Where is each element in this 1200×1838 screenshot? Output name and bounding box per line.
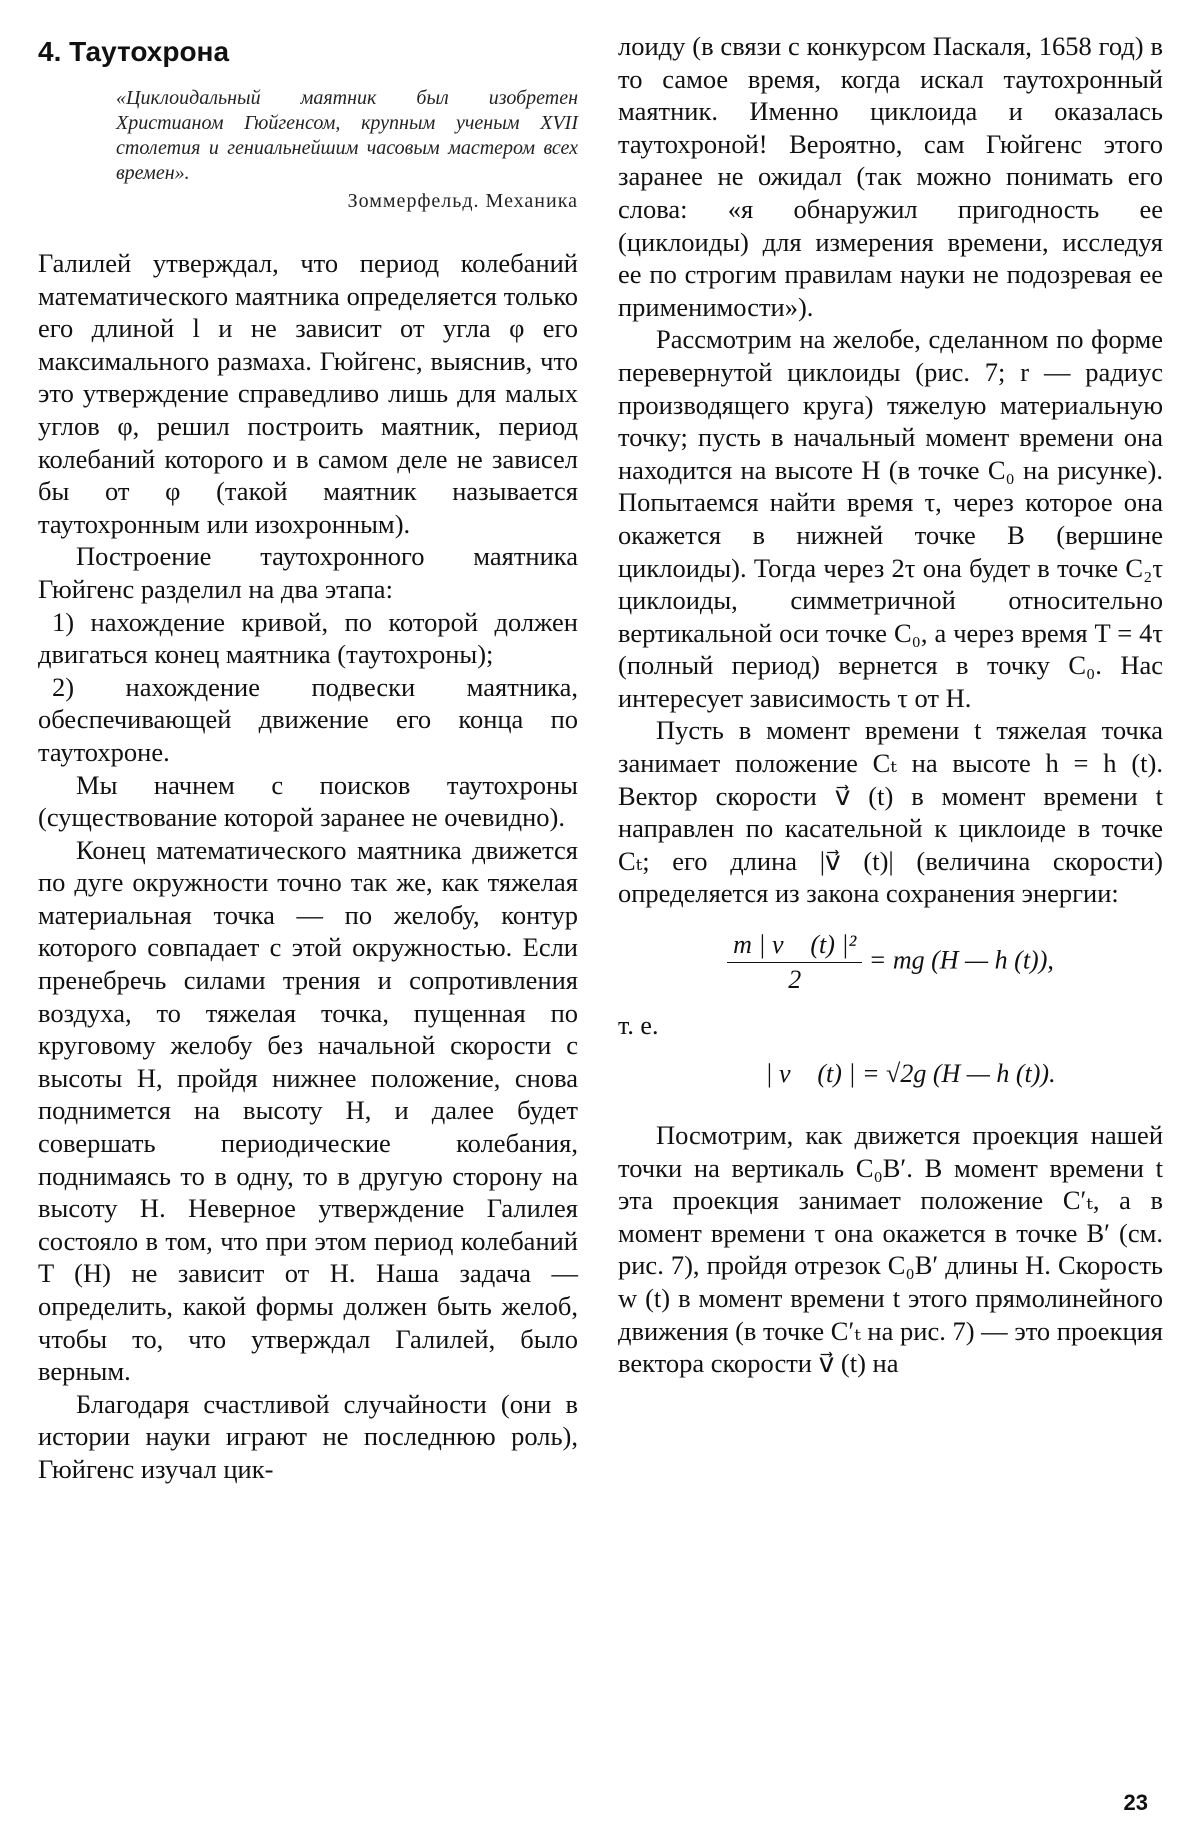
paragraph: 2) нахождение подвески маятника, обеспечивающей движение его конца по таутохроне. <box>38 671 578 767</box>
epigraph-source: Зоммерфельд. Механика <box>347 190 578 212</box>
paragraph: Посмотрим, как движется проекция нашей точки на вертикаль C₀B′. В момент времени t эта проекция занимает положение C′ₜ, а в момент времени τ она окажется в точке B′ (см. рис. 7), пройдя отрезок C₀B′ длины H. Скорость w (t) в момент времени t этого прямолинейного движения (в точке C′ₜ на рис. 7) — это проекция вектора скорости v⃗ (t) на <box>618 1120 1163 1379</box>
left-column <box>38 30 578 1486</box>
page-number: 23 <box>1123 1790 1148 1815</box>
formula-fraction <box>727 928 862 997</box>
energy-conservation-formula <box>618 928 1163 997</box>
epigraph: «Циклоидальный маятник был изобретен Христианом Гюйгенсом, крупным ученым XVII столетия и гениальнейшим часовым мастером всех времен». <box>116 87 578 184</box>
paragraph: Галилей утверждал, что период колебаний математического маятника определяется только его длиной l и не зависит от угла φ его максимального размаха. Гюйгенс, выяснив, что это утверждение справедливо лишь для малых углов φ, решил построить маятник, период колебаний которого и в самом деле не зависел бы от φ (такой маятник называется таутохронным или изохронным). <box>38 248 578 539</box>
paragraph: Построение таутохронного маятника Гюйгенс разделил на два этапа: <box>38 541 578 604</box>
paragraph: 1) нахождение кривой, по которой должен двигаться конец маятника (таутохроны); <box>38 606 578 670</box>
ie-label: т. е. <box>618 1011 659 1041</box>
formula-numerator: m | v⃗ (t) |² <box>727 928 862 963</box>
paragraph: Конец математического маятника движется по дуге окружности точно так же, как тяжелая материальная точка — по желобу, контур которого совпадает с этой окружностью. Если пренебречь силами трения и сопротивления воздуха, то тяжелая точка, пущенная по круговому желобу без начальной скорости с высоты H, пройдя нижнее положение, снова поднимется на высоту H, и далее будет совершать периодические колебания, поднимаясь то в одну, то в другую сторону на высоту H. Неверное утверждение Галилея состояло в том, что при этом период колебаний T (H) не зависит от H. Наша задача — определить, какой формы должен быть желоб, чтобы то, что утверждал Галилей, было верным. <box>38 834 578 1387</box>
paragraph: Благодаря счастливой случайности (они в истории науки играют не последнюю роль), Гюйгенс изучал цик- <box>38 1388 578 1484</box>
paragraph: Пусть в момент времени t тяжелая точка занимает положение Cₜ на высоте h = h (t). Вектор скорости v⃗ (t) в момент времени t направлен по касательной к циклоиде в точке Cₜ; его длина |v⃗ (t)| (величина скорости) определяется из закона сохранения энергии: <box>618 715 1163 909</box>
paragraph: Рассмотрим на желобе, сделанном по форме перевернутой циклоиды (рис. 7; r — радиус производящего круга) тяжелую материальную точку; пусть в начальный момент времени она находится на высоте H (в точке C₀ на рисунке). Попытаемся найти время τ, через которое она окажется в нижней точке B (вершине циклоиды). Тогда через 2τ она будет в точке C₂τ циклоиды, симметричной относительно вертикальной оси точке C₀, а через время T = 4τ (полный период) вернется в точку C₀. Нас интересует зависимость τ от H. <box>618 324 1163 713</box>
section-title: 4. Таутохрона <box>38 36 230 67</box>
right-paragraphs-before-formula <box>618 30 1163 910</box>
right-paragraphs-after-formula <box>618 1119 1163 1380</box>
paragraph: лоиду (в связи с конкурсом Паскаля, 1658 год) в то самое время, когда искал таутохронный маятник. Именно циклоида и оказалась таутохроной! Вероятно, сам Гюйгенс этого заранее не ожидал (так можно понимать его слова: «я обнаружил пригодность ее (циклоиды) для измерения времени, исследуя ее по строгим правилам науки не подозревая ее применимости»). <box>618 31 1163 322</box>
left-paragraphs <box>38 247 578 1486</box>
right-column <box>618 30 1163 1380</box>
speed-formula: | v⃗ (t) | = √2g (H — h (t)). <box>765 1059 1056 1089</box>
formula-rhs: = mg (H — h (t)), <box>868 945 1054 975</box>
paragraph: Мы начнем с поисков таутохроны (существование которой заранее не очевидно). <box>38 769 578 833</box>
formula-denominator: 2 <box>788 965 802 995</box>
